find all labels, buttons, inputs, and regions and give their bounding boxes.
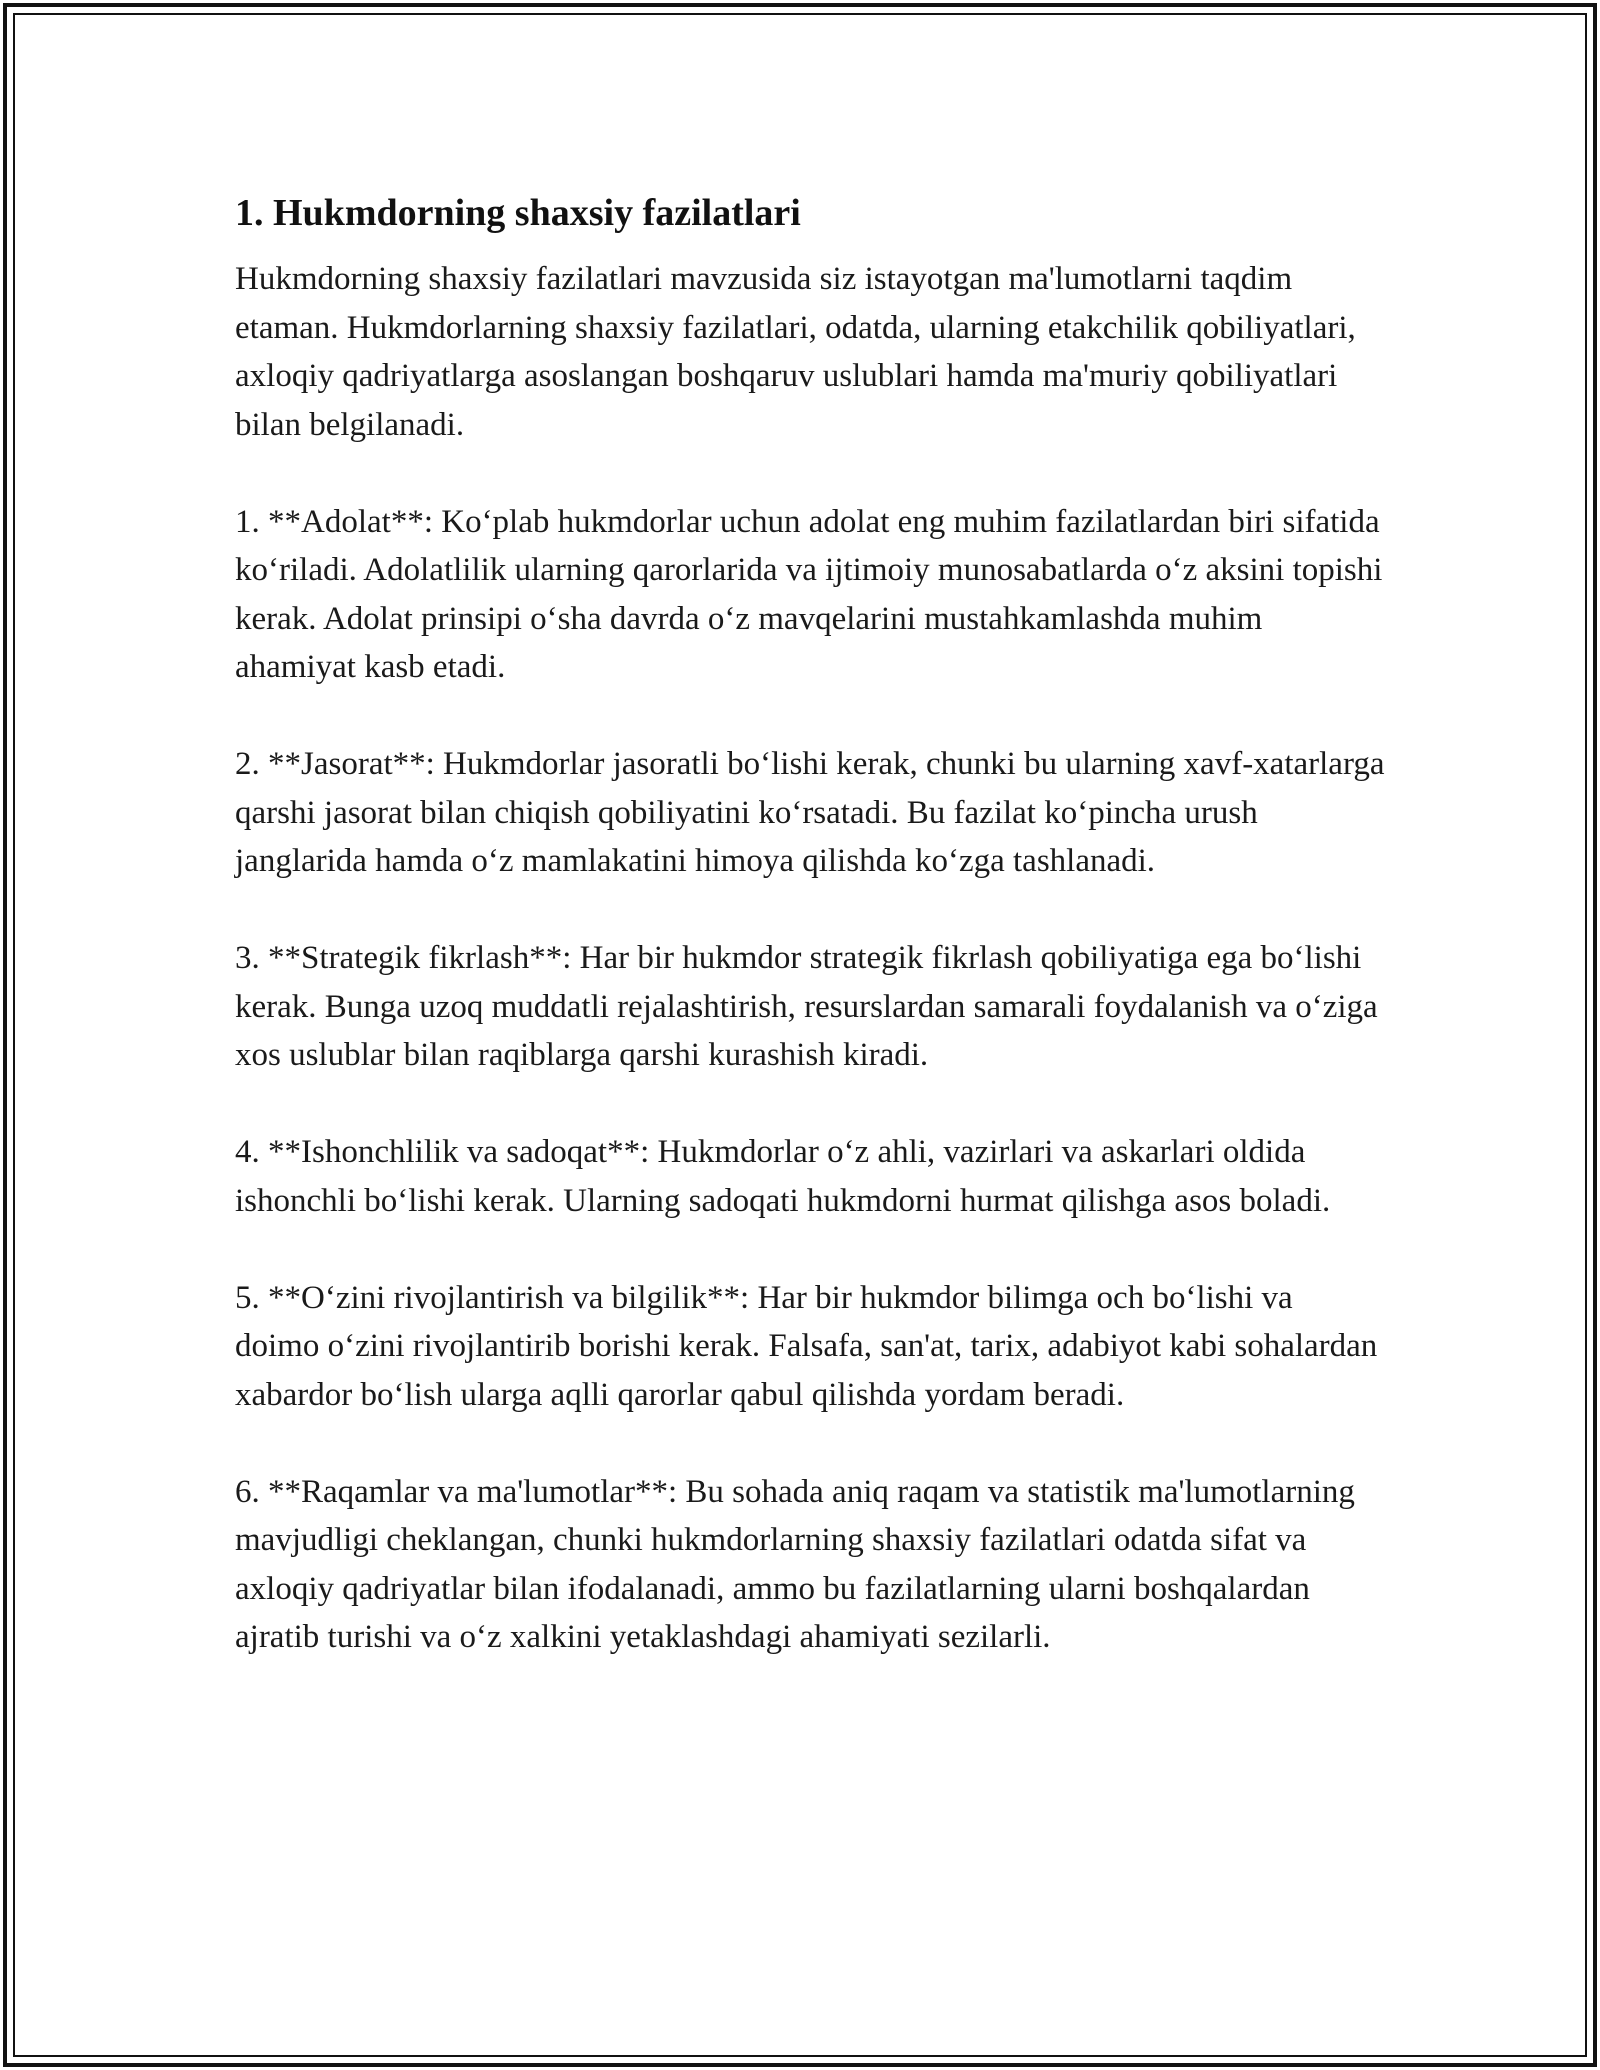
document-title: 1. Hukmdorning shaxsiy fazilatlari xyxy=(235,192,801,234)
list-item-jasorat: 2. **Jasorat**: Hukmdorlar jasoratli boʻlishi kerak, chunki bu ularning xavf-xatarlarga qarshi jasorat bilan chiqish qobiliyatini koʻrsatadi. Bu fazilat koʻpincha urush janglarida hamda oʻz mamlakatini himoya qilishda koʻzga tashlanadi. xyxy=(235,746,1385,879)
intro-paragraph: Hukmdorning shaxsiy fazilatlari mavzusida siz istayotgan ma'lumotlarni taqdim etaman. Hukmdorlarning shaxsiy fazilatlari, odatda, ularning etakchilik qobiliyatlari, axloqiy qadriyatlarga asoslangan boshqaruv uslublari hamda ma'muriy qobiliyatlari bilan belgilanadi. xyxy=(235,261,1356,443)
list-item-rivojlantirish: 5. **Oʻzini rivojlantirish va bilgilik**: Har bir hukmdor bilimga och boʻlishi va doimo oʻzini rivojlantirib borishi kerak. Falsafa, san'at, tarix, adabiyot kabi sohalardan xabardor boʻlish ularga aqlli qarorlar qabul qilishda yordam beradi. xyxy=(235,1279,1378,1413)
list-item-strategik-fikrlash: 3. **Strategik fikrlash**: Har bir hukmdor strategik fikrlash qobiliyatiga ega boʻlishi kerak. Bunga uzoq muddatli rejalashtirish, resurslardan samarali foydalanish va oʻziga xos uslublar bilan raqiblarga qarshi kurashish kiradi. xyxy=(235,940,1378,1073)
document-body xyxy=(235,185,1385,1662)
list-item-ishonchlilik: 4. **Ishonchlilik va sadoqat**: Hukmdorlar oʻz ahli, vazirlari va askarlari oldida ishonchli boʻlishi kerak. Ularning sadoqati hukmdorni hurmat qilishga asos boladi. xyxy=(235,1134,1331,1219)
list-item-raqamlar: 6. **Raqamlar va ma'lumotlar**: Bu sohada aniq raqam va statistik ma'lumotlarning mavjudligi cheklangan, chunki hukmdorlarning shaxsiy fazilatlari odatda sifat va axloqiy qadriyatlar bilan ifodalanadi, ammo bu fazilatlarning ularni boshqalardan ajratib turishi va oʻz xalkini yetaklashdagi ahamiyati sezilarli. xyxy=(235,1473,1355,1655)
list-item-adolat: 1. **Adolat**: Koʻplab hukmdorlar uchun adolat eng muhim fazilatlardan biri sifatida koʻriladi. Adolatlilik ularning qarorlarida va ijtimoiy munosabatlarda oʻz aksini topishi kerak. Adolat prinsipi oʻsha davrda oʻz mavqelarini mustahkamlashda muhim ahamiyat kasb etadi. xyxy=(235,503,1383,685)
